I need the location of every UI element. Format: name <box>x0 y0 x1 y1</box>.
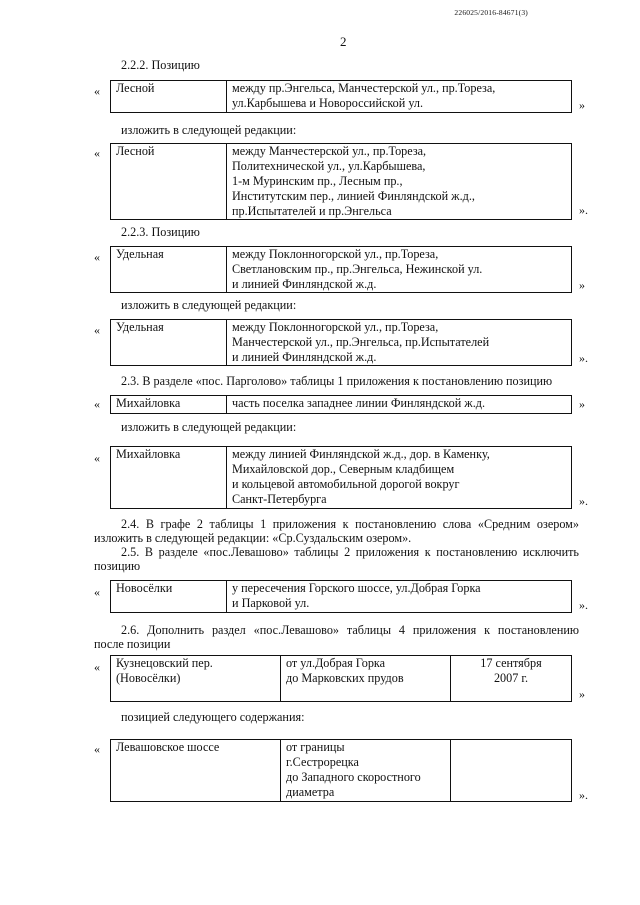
close-quote: ». <box>579 598 588 612</box>
table-name-cell: Лесной <box>116 81 155 95</box>
section-2-5-line1: 2.5. В разделе «пос.Левашово» таблицы 2 приложения к постановлению исключить <box>121 545 579 559</box>
table-text-line: Институтским пер., линией Финляндской ж.д., <box>232 189 475 203</box>
table-name-cell: (Новосёлки) <box>116 671 181 685</box>
close-quote: » <box>579 687 585 701</box>
table-text-line: ул.Карбышева и Новороссийской ул. <box>232 96 424 110</box>
table-lesnoy-old <box>110 80 572 113</box>
document-number: 226025/2016-84671(3) <box>454 8 528 17</box>
table-text-line: между линией Финляндской ж.д., дор. в Каменку, <box>232 447 490 461</box>
table-date-line: 17 сентября <box>480 656 542 670</box>
table-text-line: от границы <box>286 740 345 754</box>
table-udelnaya-new <box>110 319 572 366</box>
section-2-6-line2: после позиции <box>94 637 171 651</box>
section-2-2-2: 2.2.2. Позицию <box>121 58 200 72</box>
close-quote: ». <box>579 203 588 217</box>
table-text-line: Михайловской дор., Северным кладбищем <box>232 462 455 476</box>
table-text-line: Санкт-Петербурга <box>232 492 327 506</box>
restate-text: изложить в следующей редакции: <box>121 298 297 312</box>
open-quote: « <box>94 146 100 160</box>
table-text-line: и линией Финляндской ж.д. <box>232 350 377 364</box>
table-name-cell: Лесной <box>116 144 155 158</box>
open-quote: « <box>94 451 100 465</box>
table-lesnoy-new <box>110 143 572 220</box>
table-name-cell: Левашовское шоссе <box>116 740 220 754</box>
section-2-4-line2: изложить в следующей редакции: «Ср.Суздальским озером». <box>94 531 412 545</box>
table-novoselki-excluded <box>110 580 572 613</box>
table-levashovskoe <box>110 739 572 802</box>
table-text-line: между Поклонногорской ул., пр.Тореза, <box>232 247 439 261</box>
open-quote: « <box>94 397 100 411</box>
table-text-line: между Манчестерской ул., пр.Тореза, <box>232 144 427 158</box>
table-text-line: и Парковой ул. <box>232 596 310 610</box>
close-quote: ». <box>579 351 588 365</box>
restate-text: изложить в следующей редакции: <box>121 123 297 137</box>
open-quote: « <box>94 585 100 599</box>
table-text-line: 1-м Муринским пр., Лесным пр., <box>232 174 403 188</box>
section-2-5-line2: позицию <box>94 559 141 573</box>
table-name-cell: Новосёлки <box>116 581 173 595</box>
table-name-cell: Удельная <box>116 247 164 261</box>
following-text: позицией следующего содержания: <box>121 710 305 724</box>
table-text-line: г.Сестрорецка <box>286 755 359 769</box>
open-quote: « <box>94 742 100 756</box>
table-text-line: до Западного скоростного <box>286 770 421 784</box>
table-text-line: и линией Финляндской ж.д. <box>232 277 377 291</box>
table-text-line: у пересечения Горского шоссе, ул.Добрая Горка <box>232 581 481 595</box>
table-name-cell: Михайловка <box>116 447 181 461</box>
section-2-4-line1: 2.4. В графе 2 таблицы 1 приложения к постановлению слова «Средним озером» <box>121 517 579 531</box>
table-text-line: диаметра <box>286 785 335 799</box>
table-text-line: пр.Испытателей и пр.Энгельса <box>232 204 392 218</box>
table-mikhailovka-new <box>110 446 572 509</box>
table-text-line: Манчестерской ул., пр.Энгельса, пр.Испытателей <box>232 335 490 349</box>
table-text-line: и кольцевой автомобильной дорогой вокруг <box>232 477 460 491</box>
section-2-3: 2.3. В разделе «пос. Парголово» таблицы 1 приложения к постановлению позицию <box>121 374 553 388</box>
page-number: 2 <box>340 34 347 49</box>
table-date-line: 2007 г. <box>493 671 529 685</box>
table-name-cell: Удельная <box>116 320 164 334</box>
section-2-2-3: 2.2.3. Позицию <box>121 225 200 239</box>
open-quote: « <box>94 84 100 98</box>
table-text-line: от ул.Добрая Горка <box>286 656 386 670</box>
table-text-line: до Марковских прудов <box>286 671 404 685</box>
open-quote: « <box>94 323 100 337</box>
table-text-line: между пр.Энгельса, Манчестерской ул., пр.Тореза, <box>232 81 496 95</box>
table-text-line: часть поселка западнее линии Финляндской ж.д. <box>232 396 486 410</box>
table-udelnaya-old <box>110 246 572 293</box>
section-2-6-line1: 2.6. Дополнить раздел «пос.Левашово» таблицы 4 приложения к постановлению <box>121 623 579 637</box>
restate-text: изложить в следующей редакции: <box>121 420 297 434</box>
table-mikhailovka-old <box>110 395 572 414</box>
table-name-cell: Михайловка <box>116 396 181 410</box>
open-quote: « <box>94 250 100 264</box>
close-quote: » <box>579 98 585 112</box>
close-quote: » <box>579 397 585 411</box>
close-quote: » <box>579 278 585 292</box>
table-kuznetsovsky <box>110 655 572 702</box>
table-text-line: Светлановским пр., пр.Энгельса, Нежинской ул. <box>232 262 483 276</box>
table-text-line: между Поклонногорской ул., пр.Тореза, <box>232 320 439 334</box>
table-text-line: Политехнической ул., ул.Карбышева, <box>232 159 426 173</box>
open-quote: « <box>94 660 100 674</box>
close-quote: ». <box>579 788 588 802</box>
close-quote: ». <box>579 494 588 508</box>
empty-date-cell <box>451 740 571 801</box>
table-name-cell: Кузнецовский пер. <box>116 656 213 670</box>
